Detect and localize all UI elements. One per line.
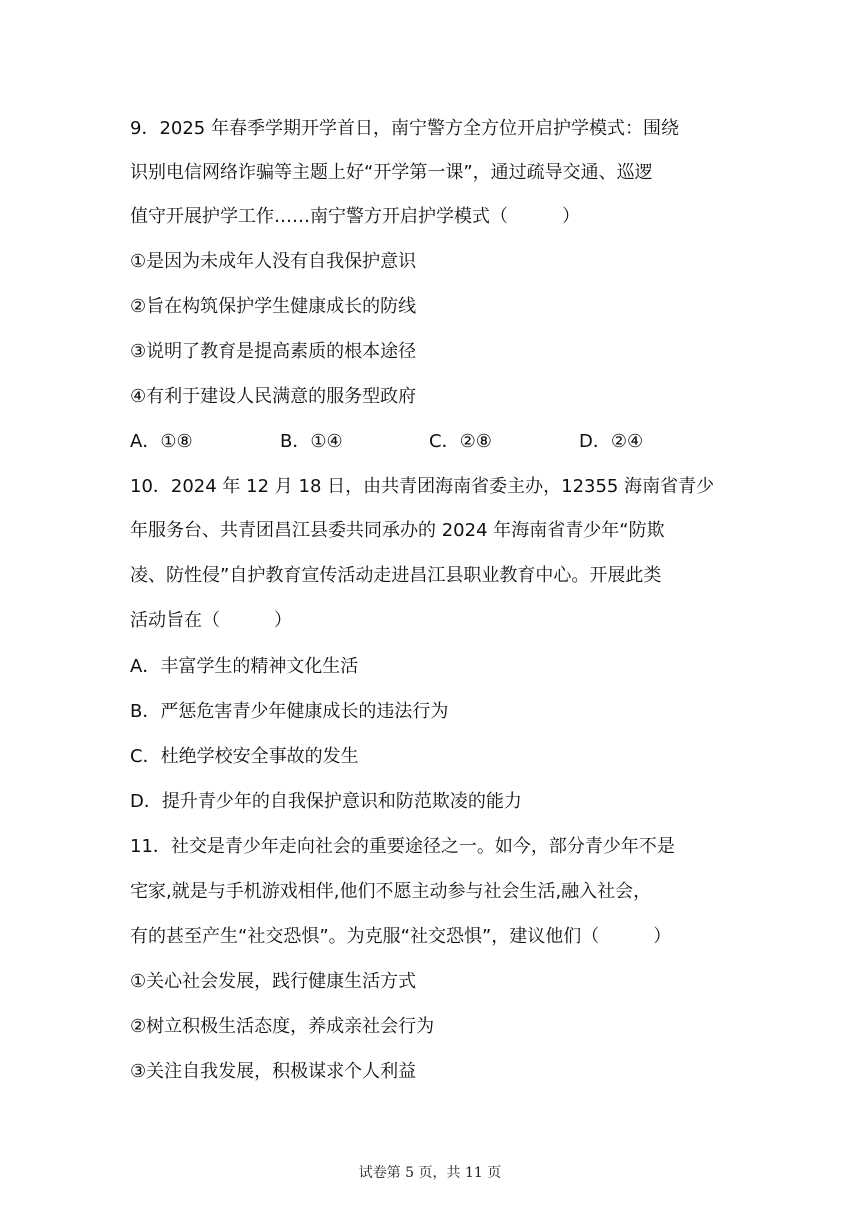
q11-stem-line-3: 有的甚至产生“社交恐惧”。为克服“社交恐惧”，建议他们（ ） <box>130 926 672 947</box>
q9-option-a: A．①⑧ <box>130 431 193 452</box>
q10-option-b: B．严惩危害青少年健康成长的违法行为 <box>130 701 449 722</box>
q10-option-a: A．丰富学生的精神文化生活 <box>130 656 359 677</box>
q11-stem-line-1: 11．社交是青少年走向社会的重要途径之一。如今，部分青少年不是 <box>130 836 675 857</box>
q9-stem-line-1: 9．2025 年春季学期开学首日，南宁警方全方位开启护学模式：围绕 <box>130 118 679 139</box>
q10-option-c: C．杜绝学校安全事故的发生 <box>130 746 359 767</box>
page-footer: 试卷第 5 页，共 11 页 <box>358 1165 502 1181</box>
q9-stem-line-3: 值守开展护学工作……南宁警方开启护学模式（ ） <box>130 206 580 227</box>
q10-option-d: D．提升青少年的自我保护意识和防范欺凌的能力 <box>130 791 522 812</box>
q9-option-b: B．①④ <box>280 431 343 452</box>
q11-statement-3: ③关注自我发展，积极谋求个人利益 <box>130 1061 417 1082</box>
q11-statement-1: ①关心社会发展，践行健康生活方式 <box>130 971 417 992</box>
q9-statement-2: ②旨在构筑保护学生健康成长的防线 <box>130 296 417 317</box>
q10-stem-line-4: 活动旨在（ ） <box>130 610 292 631</box>
q10-stem-line-1: 10．2024 年 12 月 18 日，由共青团海南省委主办，12355 海南省青少 <box>130 476 715 497</box>
q9-statement-4: ④有利于建设人民满意的服务型政府 <box>130 386 417 407</box>
q9-statement-3: ③说明了教育是提高素质的根本途径 <box>130 341 417 362</box>
q9-option-c: C．②⑧ <box>429 431 492 452</box>
q10-stem-line-2: 年服务台、共青团昌江县委共同承办的 2024 年海南省青少年“防欺 <box>130 520 665 541</box>
q9-stem-line-2: 识别电信网络诈骗等主题上好“开学第一课”，通过疏导交通、巡逻 <box>130 162 653 183</box>
q11-statement-2: ②树立积极生活态度，养成亲社会行为 <box>130 1016 435 1037</box>
q9-statement-1: ①是因为未成年人没有自我保护意识 <box>130 251 417 272</box>
q11-stem-line-2: 宅家,就是与手机游戏相伴,他们不愿主动参与社会生活,融入社会， <box>130 881 652 902</box>
q9-option-d: D．②④ <box>579 431 644 452</box>
q10-stem-line-3: 凌、防性侵”自护教育宣传活动走进昌江县职业教育中心。开展此类 <box>130 565 662 586</box>
q9-options <box>130 430 740 454</box>
